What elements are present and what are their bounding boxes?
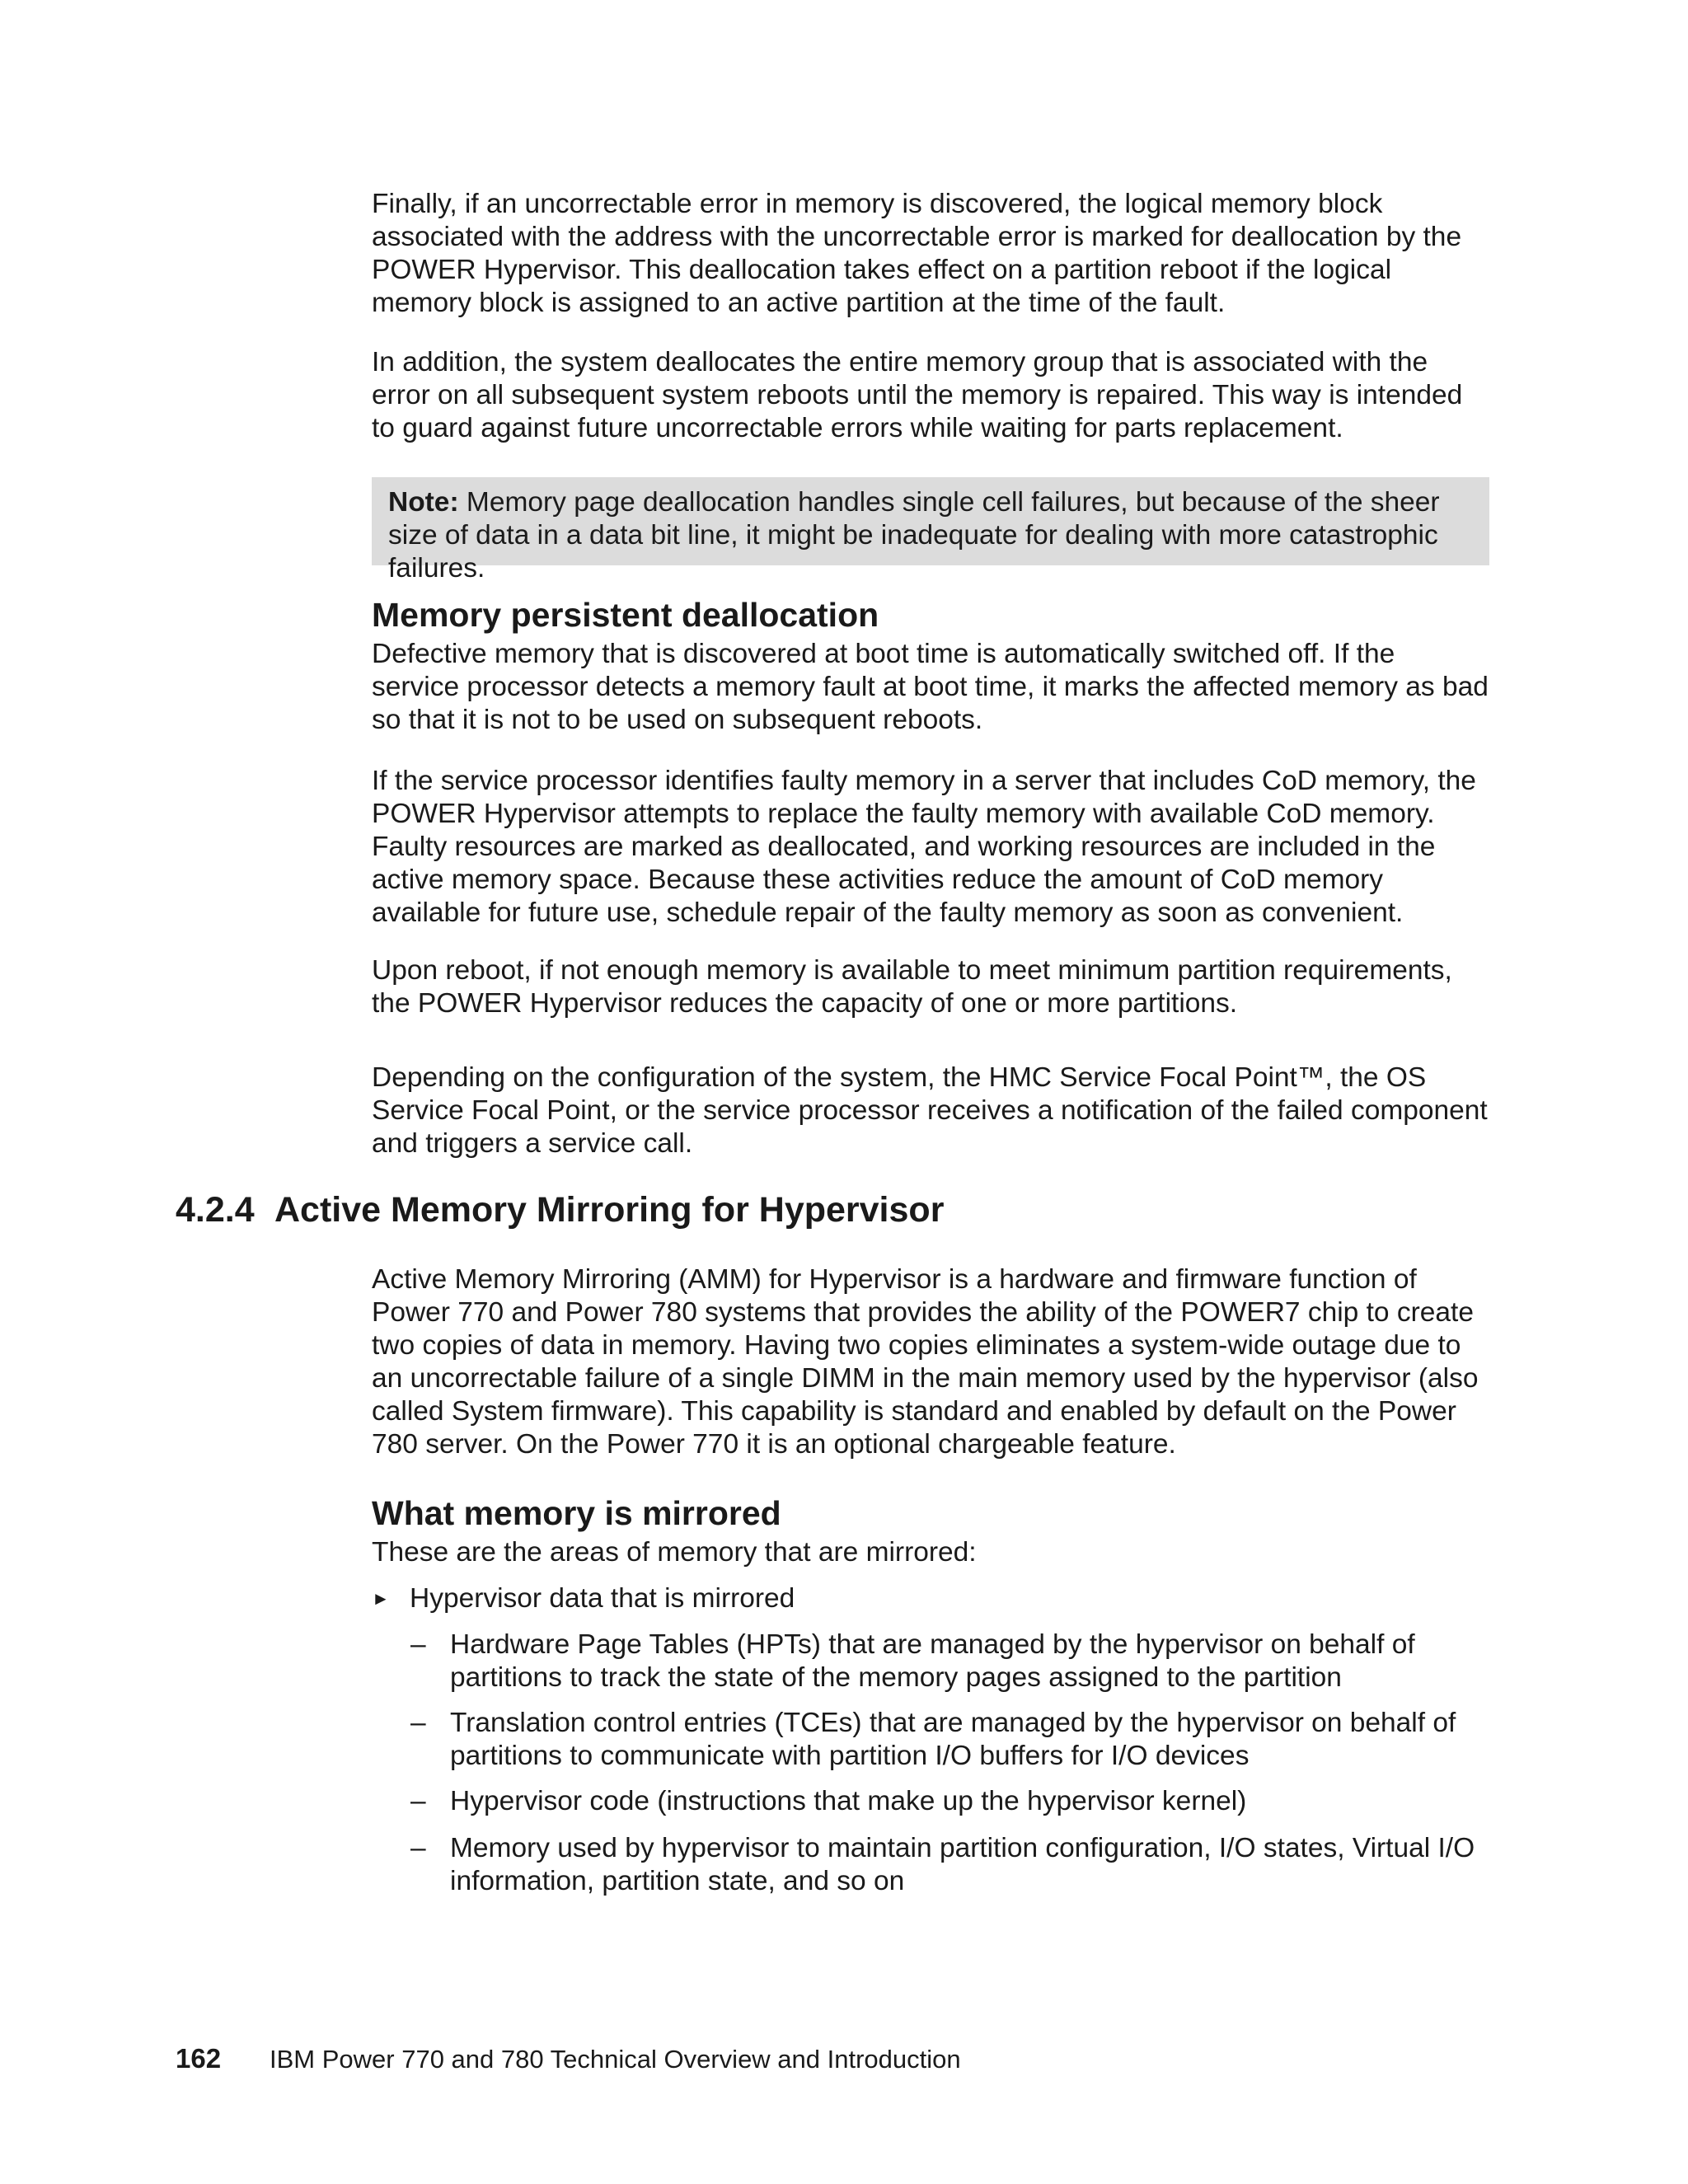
paragraph-reboot-capacity: Upon reboot, if not enough memory is available to meet minimum partition requirements, the POWER Hypervisor reduces the capacity of one or more partitions. (372, 955, 1452, 1019)
list-item-bullet (372, 1582, 795, 1615)
page-number: 162 (176, 2043, 222, 2074)
list-item (410, 1707, 1490, 1773)
list-item-text: Memory used by hypervisor to maintain partition configuration, I/O states, Virtual I/O information, partition state, and so on (450, 1833, 1475, 1896)
heading-what-memory-is-mirrored: What memory is mirrored (372, 1494, 781, 1532)
list-item-text: Hardware Page Tables (HPTs) that are managed by the hypervisor on behalf of partitions to track the state of the memory pages assigned to the partition (450, 1629, 1415, 1693)
dash-marker: – (410, 1833, 426, 1863)
section-title: Active Memory Mirroring for Hypervisor (274, 1190, 945, 1230)
paragraph-amm-description: Active Memory Mirroring (AMM) for Hypervisor is a hardware and firmware function of Power 770 and Power 780 systems that provides the ability of the POWER7 chip to create two copies of data in memory. Having two copies eliminates a system-wide outage due to an uncorrectable failure of a single DIMM in the main memory used by the hypervisor (also called System firmware). This capability is standard and enabled by default on the Power 780 server. On the Power 770 it is an optional chargeable feature. (372, 1264, 1479, 1460)
note-text: Memory page deallocation handles single cell failures, but because of the sheer size of data in a data bit line, it might be inadequate for dealing with more catastrophic failures. (388, 487, 1440, 583)
book-title: IBM Power 770 and 780 Technical Overview and Introduction (270, 2045, 961, 2074)
page-footer (176, 2043, 961, 2075)
section-heading (176, 1188, 944, 1231)
paragraph-memory-group-deallocation: In addition, the system deallocates the entire memory group that is associated with the error on all subsequent system reboots until the memory is repaired. This way is intended to guard against future uncorrectable errors while waiting for parts replacement. (372, 347, 1463, 443)
list-item (410, 1832, 1490, 1898)
paragraph-uncorrectable-error: Finally, if an uncorrectable error in memory is discovered, the logical memory block associated with the address with the uncorrectable error is marked for deallocation by the POWER Hypervisor. This deallocation takes effect on a partition reboot if the logical memory block is assigned to an active partition at the time of the fault. (372, 189, 1462, 318)
note-label: Note: (388, 487, 459, 518)
section-number: 4.2.4 (176, 1190, 255, 1230)
bullet-text: Hypervisor data that is mirrored (410, 1583, 795, 1614)
paragraph-boot-time-defective-memory: Defective memory that is discovered at boot time is automatically switched off. If the service processor detects a memory fault at boot time, it marks the affected memory as bad so that it is not to be used on subsequent reboots. (372, 639, 1489, 735)
dash-marker: – (410, 1708, 426, 1738)
dash-marker: – (410, 1786, 426, 1816)
list-item-text: Translation control entries (TCEs) that are managed by the hypervisor on behalf of partitions to communicate with partition I/O buffers for I/O devices (450, 1708, 1456, 1771)
paragraph-service-focal-point: Depending on the configuration of the system, the HMC Service Focal Point™, the OS Service Focal Point, or the service processor receives a notification of the failed component and triggers a service call. (372, 1062, 1488, 1159)
dash-marker: – (410, 1629, 426, 1660)
paragraph-mirrored-areas-intro: These are the areas of memory that are mirrored: (372, 1537, 977, 1568)
paragraph-cod-memory: If the service processor identifies faulty memory in a server that includes CoD memory, the POWER Hypervisor attempts to replace the faulty memory with available CoD memory. Faulty resources are marked as deallocated, and working resources are included in the active memory space. Because these activities reduce the amount of CoD memory available for future use, schedule repair of the faulty memory as soon as convenient. (372, 766, 1476, 928)
heading-memory-persistent-deallocation: Memory persistent deallocation (372, 596, 879, 634)
triangle-bullet-icon: ► (372, 1588, 390, 1609)
list-item (410, 1629, 1490, 1694)
list-item (410, 1785, 1490, 1818)
note-box (372, 477, 1489, 583)
list-item-text: Hypervisor code (instructions that make up the hypervisor kernel) (450, 1786, 1247, 1816)
